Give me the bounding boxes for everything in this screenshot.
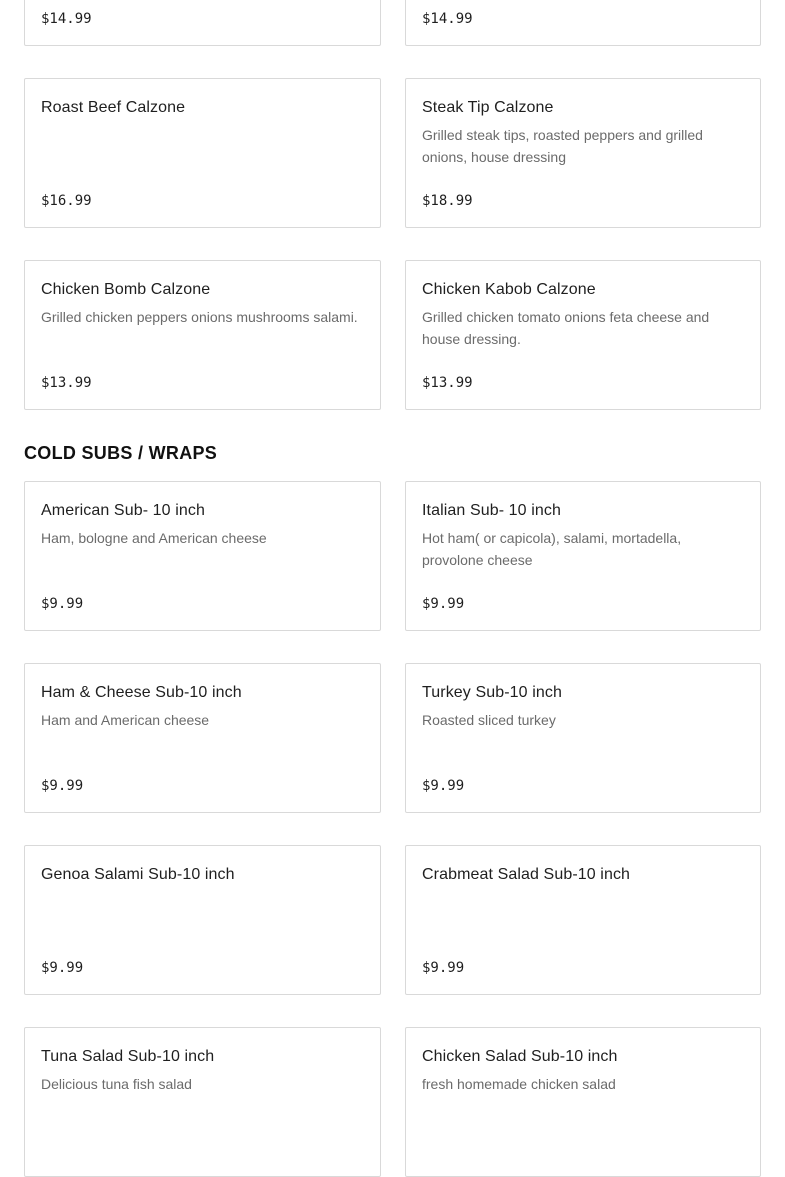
menu-item-name: American Sub- 10 inch xyxy=(41,502,205,519)
menu-item-card[interactable] xyxy=(405,78,761,228)
menu-item-price: $9.99 xyxy=(41,596,84,612)
menu-item-card[interactable] xyxy=(405,260,761,410)
menu-item-price: $9.99 xyxy=(422,960,465,976)
menu-item-price: $13.99 xyxy=(422,375,473,391)
menu-item-card[interactable] xyxy=(24,1027,381,1177)
menu-item-price: $9.99 xyxy=(422,596,465,612)
menu-item-card[interactable] xyxy=(24,260,381,410)
menu-item-price: $13.99 xyxy=(41,375,92,391)
menu-item-description: Ham and American cheese xyxy=(41,712,210,728)
menu-item-description: Grilled steak tips, roasted peppers and grilled onions, house dressing xyxy=(422,127,703,165)
menu-item-description: fresh homemade chicken salad xyxy=(422,1076,616,1092)
section-title: COLD SUBS / WRAPS xyxy=(24,443,218,463)
menu-item-price: $14.99 xyxy=(422,11,473,27)
menu-item-name: Tuna Salad Sub-10 inch xyxy=(41,1048,215,1065)
menu-item-description: Grilled chicken tomato onions feta cheese and house dressing. xyxy=(422,309,710,347)
menu-grid-calzones xyxy=(0,0,785,410)
menu-item-price: $9.99 xyxy=(41,960,84,976)
menu-item-name: Chicken Salad Sub-10 inch xyxy=(422,1048,618,1065)
menu-item-description: Roasted sliced turkey xyxy=(422,712,556,728)
menu-item-description: Ham, bologne and American cheese xyxy=(41,530,267,546)
menu-item-description: Delicious tuna fish salad xyxy=(41,1076,192,1092)
menu-item-price: $9.99 xyxy=(41,778,84,794)
menu-item-card[interactable] xyxy=(405,1027,761,1177)
menu-item-name: Crabmeat Salad Sub-10 inch xyxy=(422,866,631,883)
menu-item-price: $18.99 xyxy=(422,193,473,209)
menu-item-card[interactable] xyxy=(24,481,381,631)
menu-item-card[interactable] xyxy=(24,0,381,46)
menu-item-card[interactable] xyxy=(405,0,761,46)
menu-item-name: Italian Sub- 10 inch xyxy=(422,502,561,519)
menu-item-description: Grilled chicken peppers onions mushrooms salami. xyxy=(41,309,358,325)
menu-item-name: Chicken Kabob Calzone xyxy=(422,281,596,298)
menu-item-card[interactable] xyxy=(24,78,381,228)
menu-item-name: Steak Tip Calzone xyxy=(422,99,554,116)
menu-item-price: $9.99 xyxy=(422,778,465,794)
menu-item-name: Genoa Salami Sub-10 inch xyxy=(41,866,235,883)
menu-item-name: Chicken Bomb Calzone xyxy=(41,281,211,298)
menu-item-description: Hot ham( or capicola), salami, mortadella, provolone cheese xyxy=(422,530,682,568)
menu-item-name: Roast Beef Calzone xyxy=(41,99,186,116)
menu-item-card[interactable] xyxy=(405,845,761,995)
menu-item-card[interactable] xyxy=(24,663,381,813)
menu-item-name: Turkey Sub-10 inch xyxy=(422,684,562,701)
menu-item-price: $14.99 xyxy=(41,11,92,27)
menu-item-name: Ham & Cheese Sub-10 inch xyxy=(41,684,242,701)
menu-item-card[interactable] xyxy=(24,845,381,995)
menu-item-card[interactable] xyxy=(405,481,761,631)
menu-item-price: $16.99 xyxy=(41,193,92,209)
menu-grid-cold-subs xyxy=(0,481,785,1177)
menu-item-card[interactable] xyxy=(405,663,761,813)
